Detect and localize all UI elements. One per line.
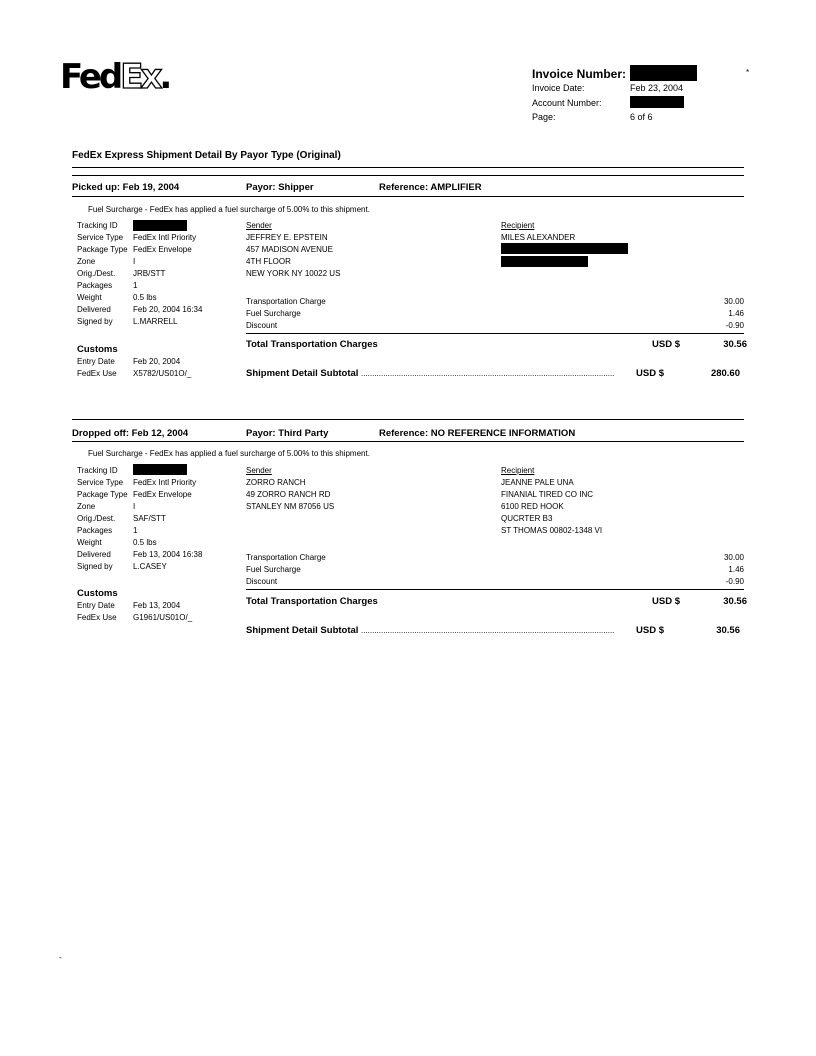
- sender-label: Sender: [246, 221, 272, 230]
- recipient-line: 6100 RED HOOK: [501, 502, 564, 511]
- label-delivered: Delivered: [77, 550, 111, 559]
- fedex-use: G1961/US01O/_: [133, 613, 193, 622]
- total-amount: 30.56: [723, 596, 747, 607]
- recipient-line: ST THOMAS 00802-1348 VI: [501, 526, 603, 535]
- package-type: FedEx Envelope: [133, 490, 192, 499]
- entry-date: Feb 13, 2004: [133, 601, 181, 610]
- charges-rule: [246, 589, 744, 590]
- label-orig-dest: Orig./Dest.: [77, 269, 116, 278]
- charge-label: Discount: [246, 577, 278, 586]
- reference: Reference: NO REFERENCE INFORMATION: [379, 428, 576, 439]
- charge-amount: -0.90: [725, 577, 744, 586]
- entry-date-label: Entry Date: [77, 601, 115, 610]
- zone: I: [133, 257, 136, 266]
- fedex-logo: [60, 57, 170, 97]
- signed-by: L.CASEY: [133, 562, 167, 571]
- packages: 1: [133, 526, 138, 535]
- report-title: FedEx Express Shipment Detail By Payor Type (Original): [72, 150, 341, 161]
- fuel-surcharge-note: Fuel Surcharge - FedEx has applied a fuel surcharge of 5.00% to this shipment.: [88, 205, 370, 214]
- fuel-surcharge-note: Fuel Surcharge - FedEx has applied a fuel surcharge of 5.00% to this shipment.: [88, 449, 370, 458]
- total-currency: USD $: [652, 339, 680, 350]
- sender-label: Sender: [246, 466, 272, 475]
- packages: 1: [133, 281, 138, 290]
- label-weight: Weight: [77, 293, 102, 302]
- subtotal-amount: 30.56: [716, 625, 740, 636]
- sender-line: 4TH FLOOR: [246, 257, 291, 266]
- entry-date: Feb 20, 2004: [133, 357, 181, 366]
- logo-dot: .: [159, 57, 170, 97]
- charge-label: Fuel Surcharge: [246, 309, 301, 318]
- charge-label: Transportation Charge: [246, 297, 326, 306]
- fedex-use-label: FedEx Use: [77, 613, 117, 622]
- pickup-date: Dropped off: Feb 12, 2004: [72, 428, 189, 439]
- payor: Payor: Shipper: [246, 182, 314, 193]
- charge-label: Transportation Charge: [246, 553, 326, 562]
- recipient-line: FINANIAL TIRED CO INC: [501, 490, 594, 499]
- logo-ex: Ex: [120, 57, 160, 97]
- divider: [72, 419, 744, 420]
- charge-amount: 30.00: [723, 553, 744, 562]
- label-signed-by: Signed by: [77, 317, 113, 326]
- recipient-line: MILES ALEXANDER: [501, 233, 576, 242]
- delivered: Feb 13, 2004 16:38: [133, 550, 203, 559]
- label-service-type: Service Type: [77, 478, 124, 487]
- subtotal-currency: USD $: [636, 625, 664, 636]
- sender-line: JEFFREY E. EPSTEIN: [246, 233, 328, 242]
- redacted-tracking-id: [133, 464, 187, 475]
- divider: [72, 196, 744, 197]
- charges-rule: [246, 333, 744, 334]
- redacted-invoice-number: [630, 65, 697, 81]
- customs-label: Customs: [77, 588, 118, 599]
- invoice-date-label: Invoice Date:: [532, 83, 585, 93]
- charge-label: Discount: [246, 321, 278, 330]
- label-packages: Packages: [77, 526, 113, 535]
- total-currency: USD $: [652, 596, 680, 607]
- recipient-line: JEANNE PALE UNA: [501, 478, 574, 487]
- subtotal-label: Shipment Detail Subtotal: [246, 625, 359, 636]
- label-zone: Zone: [77, 502, 96, 511]
- payor: Payor: Third Party: [246, 428, 329, 439]
- invoice-date: Feb 23, 2004: [630, 83, 684, 93]
- sender-line: NEW YORK NY 10022 US: [246, 269, 341, 278]
- pickup-date: Picked up: Feb 19, 2004: [72, 182, 180, 193]
- redacted-account-number: [630, 96, 684, 108]
- subtotal-leader-dots: ..................................................................................................................: [361, 626, 615, 635]
- account-number-label: Account Number:: [532, 98, 602, 108]
- divider: [72, 167, 744, 168]
- charge-amount: -0.90: [725, 321, 744, 330]
- page-label: Page:: [532, 112, 556, 122]
- corner-mark: *: [746, 68, 750, 77]
- divider: [72, 175, 744, 176]
- total-amount: 30.56: [723, 339, 747, 350]
- logo-fed: Fed: [60, 57, 121, 97]
- subtotal-label: Shipment Detail Subtotal: [246, 368, 359, 379]
- invoice-number-label: Invoice Number:: [532, 67, 627, 81]
- label-zone: Zone: [77, 257, 96, 266]
- redacted-tracking-id: [133, 220, 187, 231]
- sender-line: STANLEY NM 87056 US: [246, 502, 335, 511]
- charge-amount: 1.46: [728, 309, 744, 318]
- charge-amount: 1.46: [728, 565, 744, 574]
- zone: I: [133, 502, 136, 511]
- package-type: FedEx Envelope: [133, 245, 192, 254]
- orig-dest: JRB/STT: [133, 269, 166, 278]
- service-type: FedEx Intl Priority: [133, 478, 197, 487]
- label-service-type: Service Type: [77, 233, 124, 242]
- service-type: FedEx Intl Priority: [133, 233, 197, 242]
- label-tracking-id: Tracking ID: [77, 221, 118, 230]
- total-label: Total Transportation Charges: [246, 596, 378, 607]
- label-weight: Weight: [77, 538, 102, 547]
- recipient-line: QUCRTER B3: [501, 514, 553, 523]
- sender-line: 49 ZORRO RANCH RD: [246, 490, 331, 499]
- recipient-label: Recipient: [501, 221, 535, 230]
- orig-dest: SAF/STT: [133, 514, 166, 523]
- fedex-use: X5782/US01O/_: [133, 369, 192, 378]
- charge-amount: 30.00: [723, 297, 744, 306]
- recipient-label: Recipient: [501, 466, 535, 475]
- label-delivered: Delivered: [77, 305, 111, 314]
- weight: 0.5 lbs: [133, 293, 157, 302]
- label-orig-dest: Orig./Dest.: [77, 514, 116, 523]
- total-label: Total Transportation Charges: [246, 339, 378, 350]
- weight: 0.5 lbs: [133, 538, 157, 547]
- signed-by: L.MARRELL: [133, 317, 178, 326]
- label-package-type: Package Type: [77, 245, 128, 254]
- entry-date-label: Entry Date: [77, 357, 115, 366]
- charge-label: Fuel Surcharge: [246, 565, 301, 574]
- divider: [72, 441, 744, 442]
- sender-line: 457 MADISON AVENUE: [246, 245, 333, 254]
- label-signed-by: Signed by: [77, 562, 113, 571]
- footer-mark: -: [59, 953, 62, 962]
- subtotal-leader-dots: ..................................................................................................................: [361, 369, 615, 378]
- redacted-recipient-line: [501, 243, 628, 254]
- subtotal-currency: USD $: [636, 368, 664, 379]
- label-tracking-id: Tracking ID: [77, 466, 118, 475]
- subtotal-amount: 280.60: [710, 368, 740, 379]
- redacted-recipient-line: [501, 256, 588, 267]
- fedex-use-label: FedEx Use: [77, 369, 117, 378]
- customs-label: Customs: [77, 344, 118, 355]
- page-number: 6 of 6: [630, 112, 653, 122]
- sender-line: ZORRO RANCH: [246, 478, 306, 487]
- label-packages: Packages: [77, 281, 113, 290]
- delivered: Feb 20, 2004 16:34: [133, 305, 203, 314]
- reference: Reference: AMPLIFIER: [379, 182, 482, 193]
- label-package-type: Package Type: [77, 490, 128, 499]
